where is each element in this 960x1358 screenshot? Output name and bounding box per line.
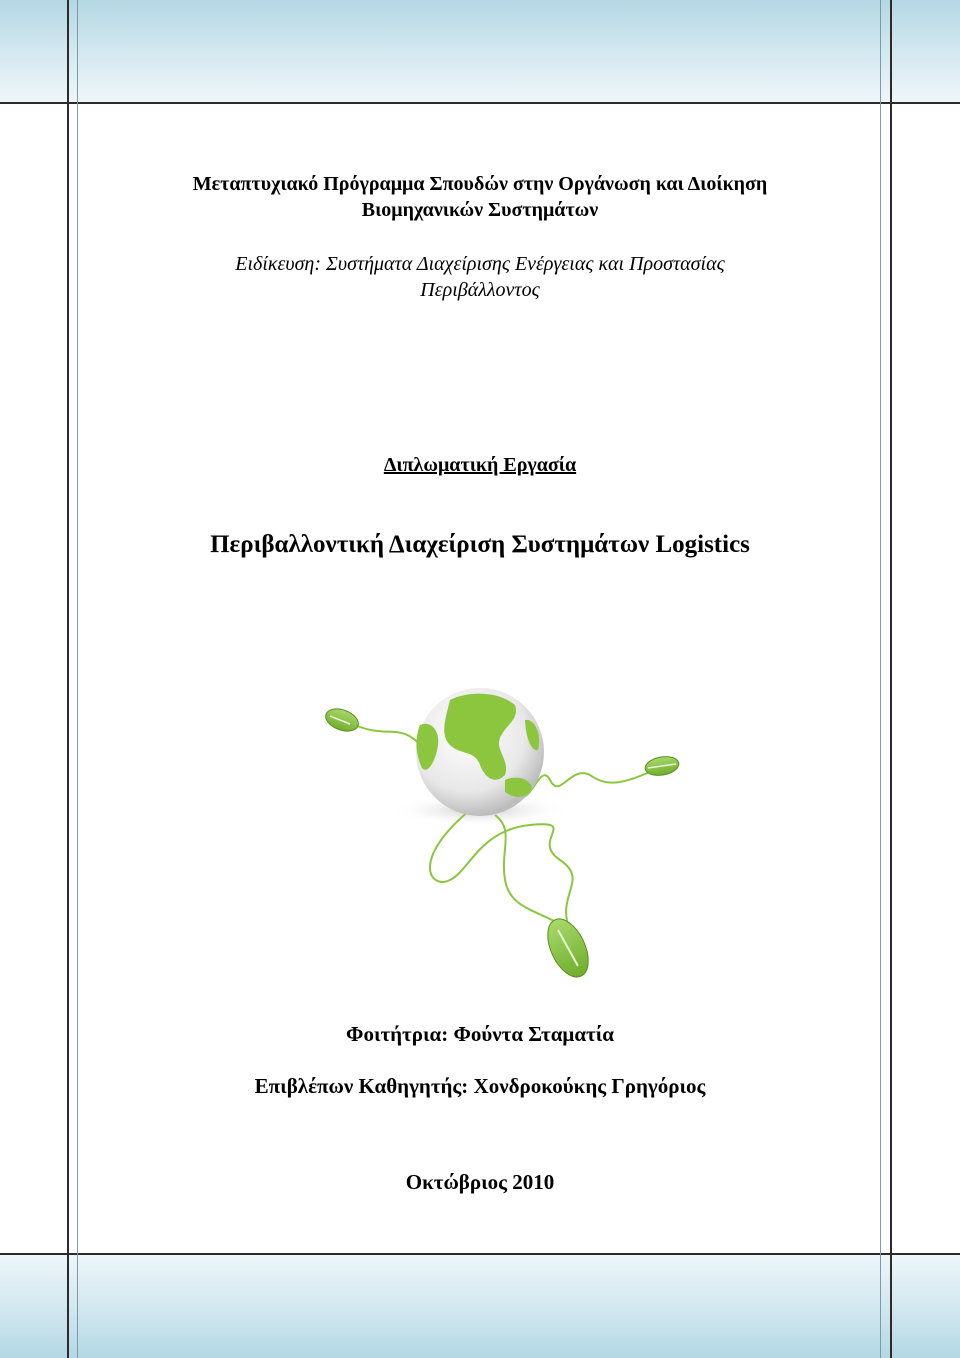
footer-band — [0, 1254, 960, 1358]
globe-icon — [416, 688, 544, 816]
thesis-title: Περιβαλλοντική Διαχείριση Συστημάτων Logistics — [210, 531, 750, 558]
footer-rule — [0, 1253, 960, 1255]
specialization-line-1: Ειδίκευση: Συστήματα Διαχείρισης Ενέργειας και Προστασίας — [235, 253, 725, 275]
globe-with-mice-illustration — [300, 680, 680, 990]
program-line-2: Βιομηχανικών Συστημάτων — [361, 199, 599, 221]
supervisor-name: Επιβλέπων Καθηγητής: Χονδροκούκης Γρηγόριος — [254, 1074, 706, 1098]
date: Οκτώβριος 2010 — [405, 1170, 555, 1194]
specialization-line-2: Περιβάλλοντος — [420, 279, 540, 301]
computer-mouse-icon — [323, 705, 362, 735]
program-line-1: Μεταπτυχιακό Πρόγραμμα Σπουδών στην Οργάνωση και Διοίκηση — [192, 173, 768, 195]
header-rule — [0, 102, 960, 104]
specialization — [0, 251, 960, 303]
program-title — [0, 171, 960, 223]
computer-mouse-icon — [644, 754, 680, 778]
thesis-type — [0, 454, 960, 477]
computer-mouse-icon — [539, 913, 596, 984]
student-name: Φοιτήτρια: Φούντα Σταματία — [346, 1022, 614, 1046]
header-band — [0, 0, 960, 102]
thesis-type-label: Διπλωματική Εργασία — [383, 454, 577, 476]
